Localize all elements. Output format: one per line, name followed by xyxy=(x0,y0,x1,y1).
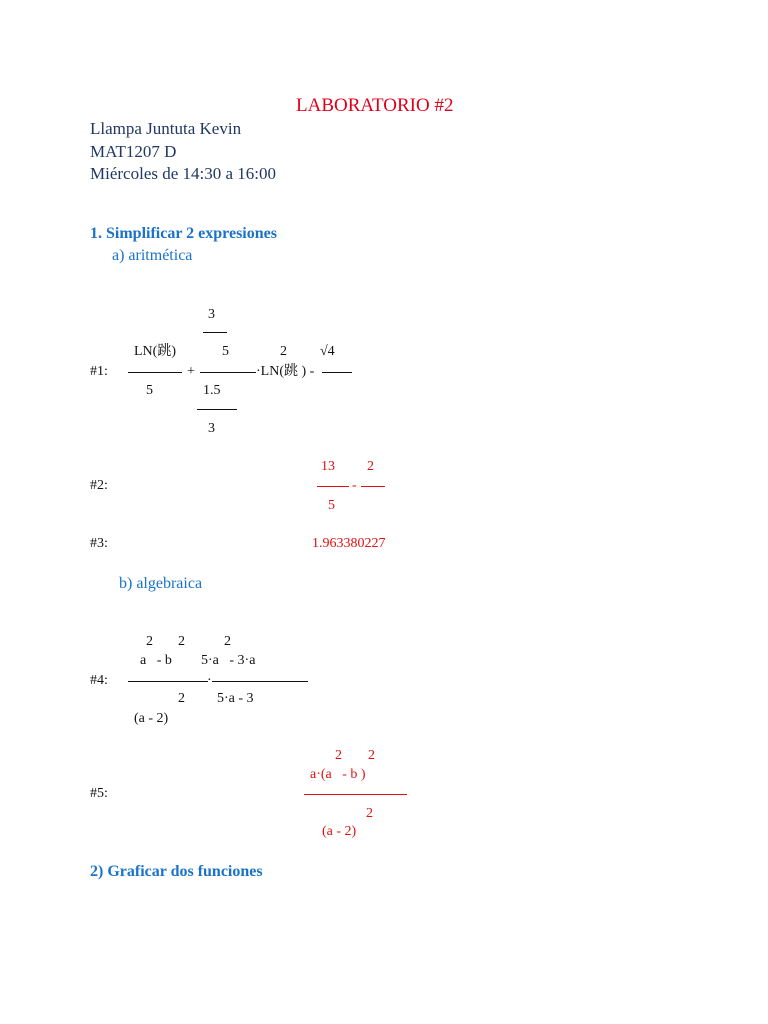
eq4-fraction-bar-right xyxy=(212,681,308,682)
eq5-numerator: a·(a - b ) xyxy=(310,767,366,782)
eq2-numerator-2: 2 xyxy=(367,459,374,474)
eq5-denominator: (a - 2) xyxy=(322,824,357,839)
author-name: Llampa Juntuta Kevin xyxy=(90,119,242,138)
eq1-mid-5: 5 xyxy=(222,344,229,359)
eq1-sqrt-4: √4 xyxy=(320,344,335,359)
eq1-ln-tail: ·LN(跳 ) - xyxy=(256,364,315,379)
subsection-a-heading: a) aritmética xyxy=(112,247,193,264)
eq2-minus: - xyxy=(352,478,357,493)
eq4-exp-3: 2 xyxy=(224,634,231,649)
eq1-ln-numerator: LN(跳) xyxy=(134,344,176,359)
eq1-plus: + xyxy=(187,364,195,379)
eq4-numerator-left: a - b xyxy=(140,653,172,668)
eq5-denominator-exp: 2 xyxy=(366,806,373,821)
eq1-top-fraction-bar xyxy=(203,332,227,333)
eq5-label: #5: xyxy=(90,786,108,801)
eq2-denominator-5: 5 xyxy=(328,498,335,513)
eq2-label: #2: xyxy=(90,478,108,493)
eq3-label: #3: xyxy=(90,536,108,551)
eq1-bottom-3: 3 xyxy=(208,421,215,436)
eq4-exp-1: 2 xyxy=(146,634,153,649)
schedule: Miércoles de 14:30 a 16:00 xyxy=(90,164,277,183)
eq1-main-fraction-bar xyxy=(200,372,256,373)
eq1-1-5: 1.5 xyxy=(203,383,221,398)
eq5-exp-1: 2 xyxy=(335,748,342,763)
eq1-left-fraction-bar xyxy=(128,372,182,373)
eq2-fraction-bar-left xyxy=(317,486,349,487)
section-2-heading: 2) Graficar dos funciones xyxy=(90,863,263,880)
eq5-exp-2: 2 xyxy=(368,748,375,763)
eq4-exp-2: 2 xyxy=(178,634,185,649)
eq5-fraction-bar xyxy=(304,794,407,795)
eq1-denominator-5: 5 xyxy=(146,383,153,398)
eq4-dot: · xyxy=(207,673,212,688)
eq1-bottom-fraction-bar xyxy=(197,409,237,410)
subsection-b-heading: b) algebraica xyxy=(119,575,203,592)
eq4-denominator-right: 5·a - 3 xyxy=(217,691,254,706)
eq1-top-3: 3 xyxy=(208,307,215,322)
eq1-exponent-2: 2 xyxy=(280,344,287,359)
eq4-label: #4: xyxy=(90,673,108,688)
eq3-value: 1.963380227 xyxy=(312,536,386,551)
eq4-denominator-exp: 2 xyxy=(178,691,185,706)
eq1-label: #1: xyxy=(90,364,108,379)
eq4-numerator-right: 5·a - 3·a xyxy=(201,653,256,668)
section-1-heading: 1. Simplificar 2 expresiones xyxy=(90,225,277,242)
eq1-sqrt-fraction-bar xyxy=(322,372,352,373)
course-code: MAT1207 D xyxy=(90,142,177,161)
eq2-numerator-13: 13 xyxy=(321,459,335,474)
eq2-fraction-bar-right xyxy=(361,486,385,487)
eq4-fraction-bar-left xyxy=(128,681,208,682)
eq4-denominator-left: (a - 2) xyxy=(134,711,169,726)
page-title: LABORATORIO #2 xyxy=(296,95,454,116)
